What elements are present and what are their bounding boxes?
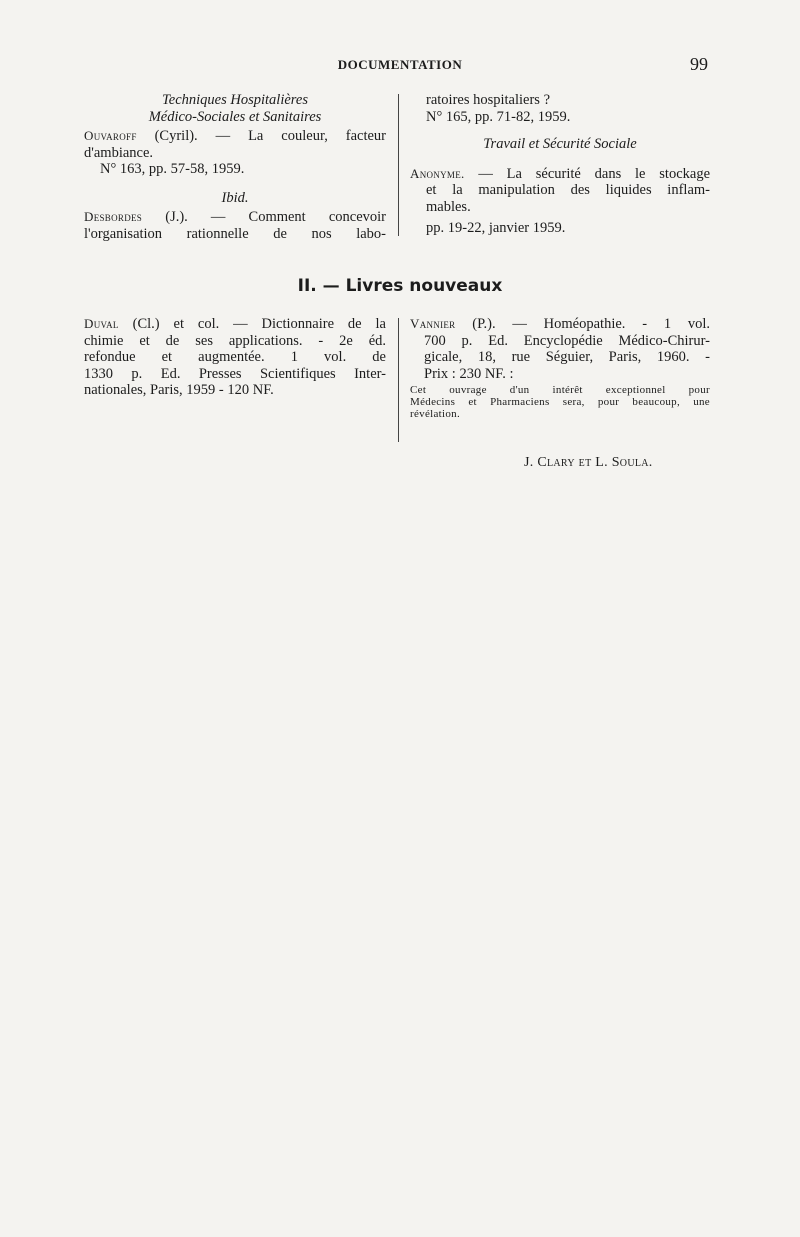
journal-heading-line1: Techniques Hospitalières — [162, 92, 308, 108]
entry-duval-line5: nationales, Paris, 1959 - 120 NF. — [84, 382, 274, 398]
running-title: DOCUMENTATION — [337, 57, 463, 72]
entry-duval-rest: (Cl.) et col. — Dictionnaire de la — [132, 316, 386, 332]
entry-duval-line4: 1330 p. Ed. Presses Scientifiques Inter- — [84, 365, 386, 382]
entry-ouvaroff-line2: d'ambiance. — [84, 144, 154, 161]
entry-anonyme-line4: pp. 19-22, janvier 1959. — [426, 220, 566, 236]
page-number: 99 — [690, 54, 708, 74]
entry-desbordes-rest: (J.). — Comment concevoir — [165, 209, 386, 225]
entry-continuation-line2: N° 165, pp. 71-82, 1959. — [426, 108, 571, 125]
entry-anonyme-line2: et la manipulation des liquides inflam- — [426, 182, 710, 198]
author-vannier: Vannier — [410, 316, 456, 331]
entry-anonyme-line1 — [410, 166, 710, 183]
vannier-note-line1: Cet ouvrage d'un intérêt exceptionnel pour — [410, 384, 710, 396]
author-duval: Duval — [84, 316, 119, 331]
entry-duval-line2: chimie et de ses applications. - 2e éd. — [84, 332, 386, 349]
vannier-note-line3: révélation. — [410, 408, 461, 420]
entry-ouvaroff-line3: N° 163, pp. 57-58, 1959. — [100, 161, 245, 177]
left-bottom-column — [84, 316, 386, 399]
entry-vannier-line2: 700 p. Ed. Encyclopédie Médico-Chirur- — [424, 332, 710, 349]
journal-heading-line2: Médico-Sociales et Sanitaires — [148, 108, 322, 125]
journal-heading-travail: Travail et Sécurité Sociale — [483, 136, 637, 152]
entry-vannier-rest: (P.). — Homéopathie. - 1 vol. — [472, 316, 710, 332]
entry-duval-line1 — [84, 316, 386, 333]
entry-ouvaroff-rest: (Cyril). — La couleur, facteur — [154, 128, 387, 144]
entry-desbordes-line2: l'organisation rationnelle de nos labo- — [84, 225, 386, 242]
entry-ouvaroff-line1 — [84, 128, 386, 145]
author-ouvaroff: Ouvaroff — [84, 128, 137, 143]
entry-duval-line3: refondue et augmentée. 1 vol. de — [84, 349, 386, 365]
entry-anonyme-line3: mables. — [426, 198, 471, 215]
entry-vannier-line1 — [410, 316, 710, 333]
authors-signature: J. Clary et L. Soula. — [524, 455, 653, 470]
column-divider-bottom — [398, 318, 399, 442]
column-divider-top — [398, 94, 399, 236]
author-anonyme: Anonyme. — [410, 165, 465, 181]
vannier-note-line2: Médecins et Pharmaciens sera, pour beaucoup, une — [410, 396, 710, 408]
entry-anonyme-rest: — La sécurité dans le stockage — [478, 165, 711, 182]
section-title: II. — Livres nouveaux — [297, 276, 503, 296]
author-desbordes: Desbordes — [84, 209, 143, 224]
ibid-heading: Ibid. — [221, 189, 249, 206]
right-top-column — [410, 92, 710, 237]
entry-desbordes-line1 — [84, 209, 386, 226]
entry-continuation-line1: ratoires hospitaliers ? — [426, 92, 551, 108]
entry-vannier-line3: gicale, 18, rue Séguier, Paris, 1960. - — [424, 349, 710, 365]
left-top-column — [84, 92, 386, 242]
entry-vannier-line4: Prix : 230 NF. : — [424, 365, 514, 382]
right-bottom-column — [410, 316, 710, 420]
